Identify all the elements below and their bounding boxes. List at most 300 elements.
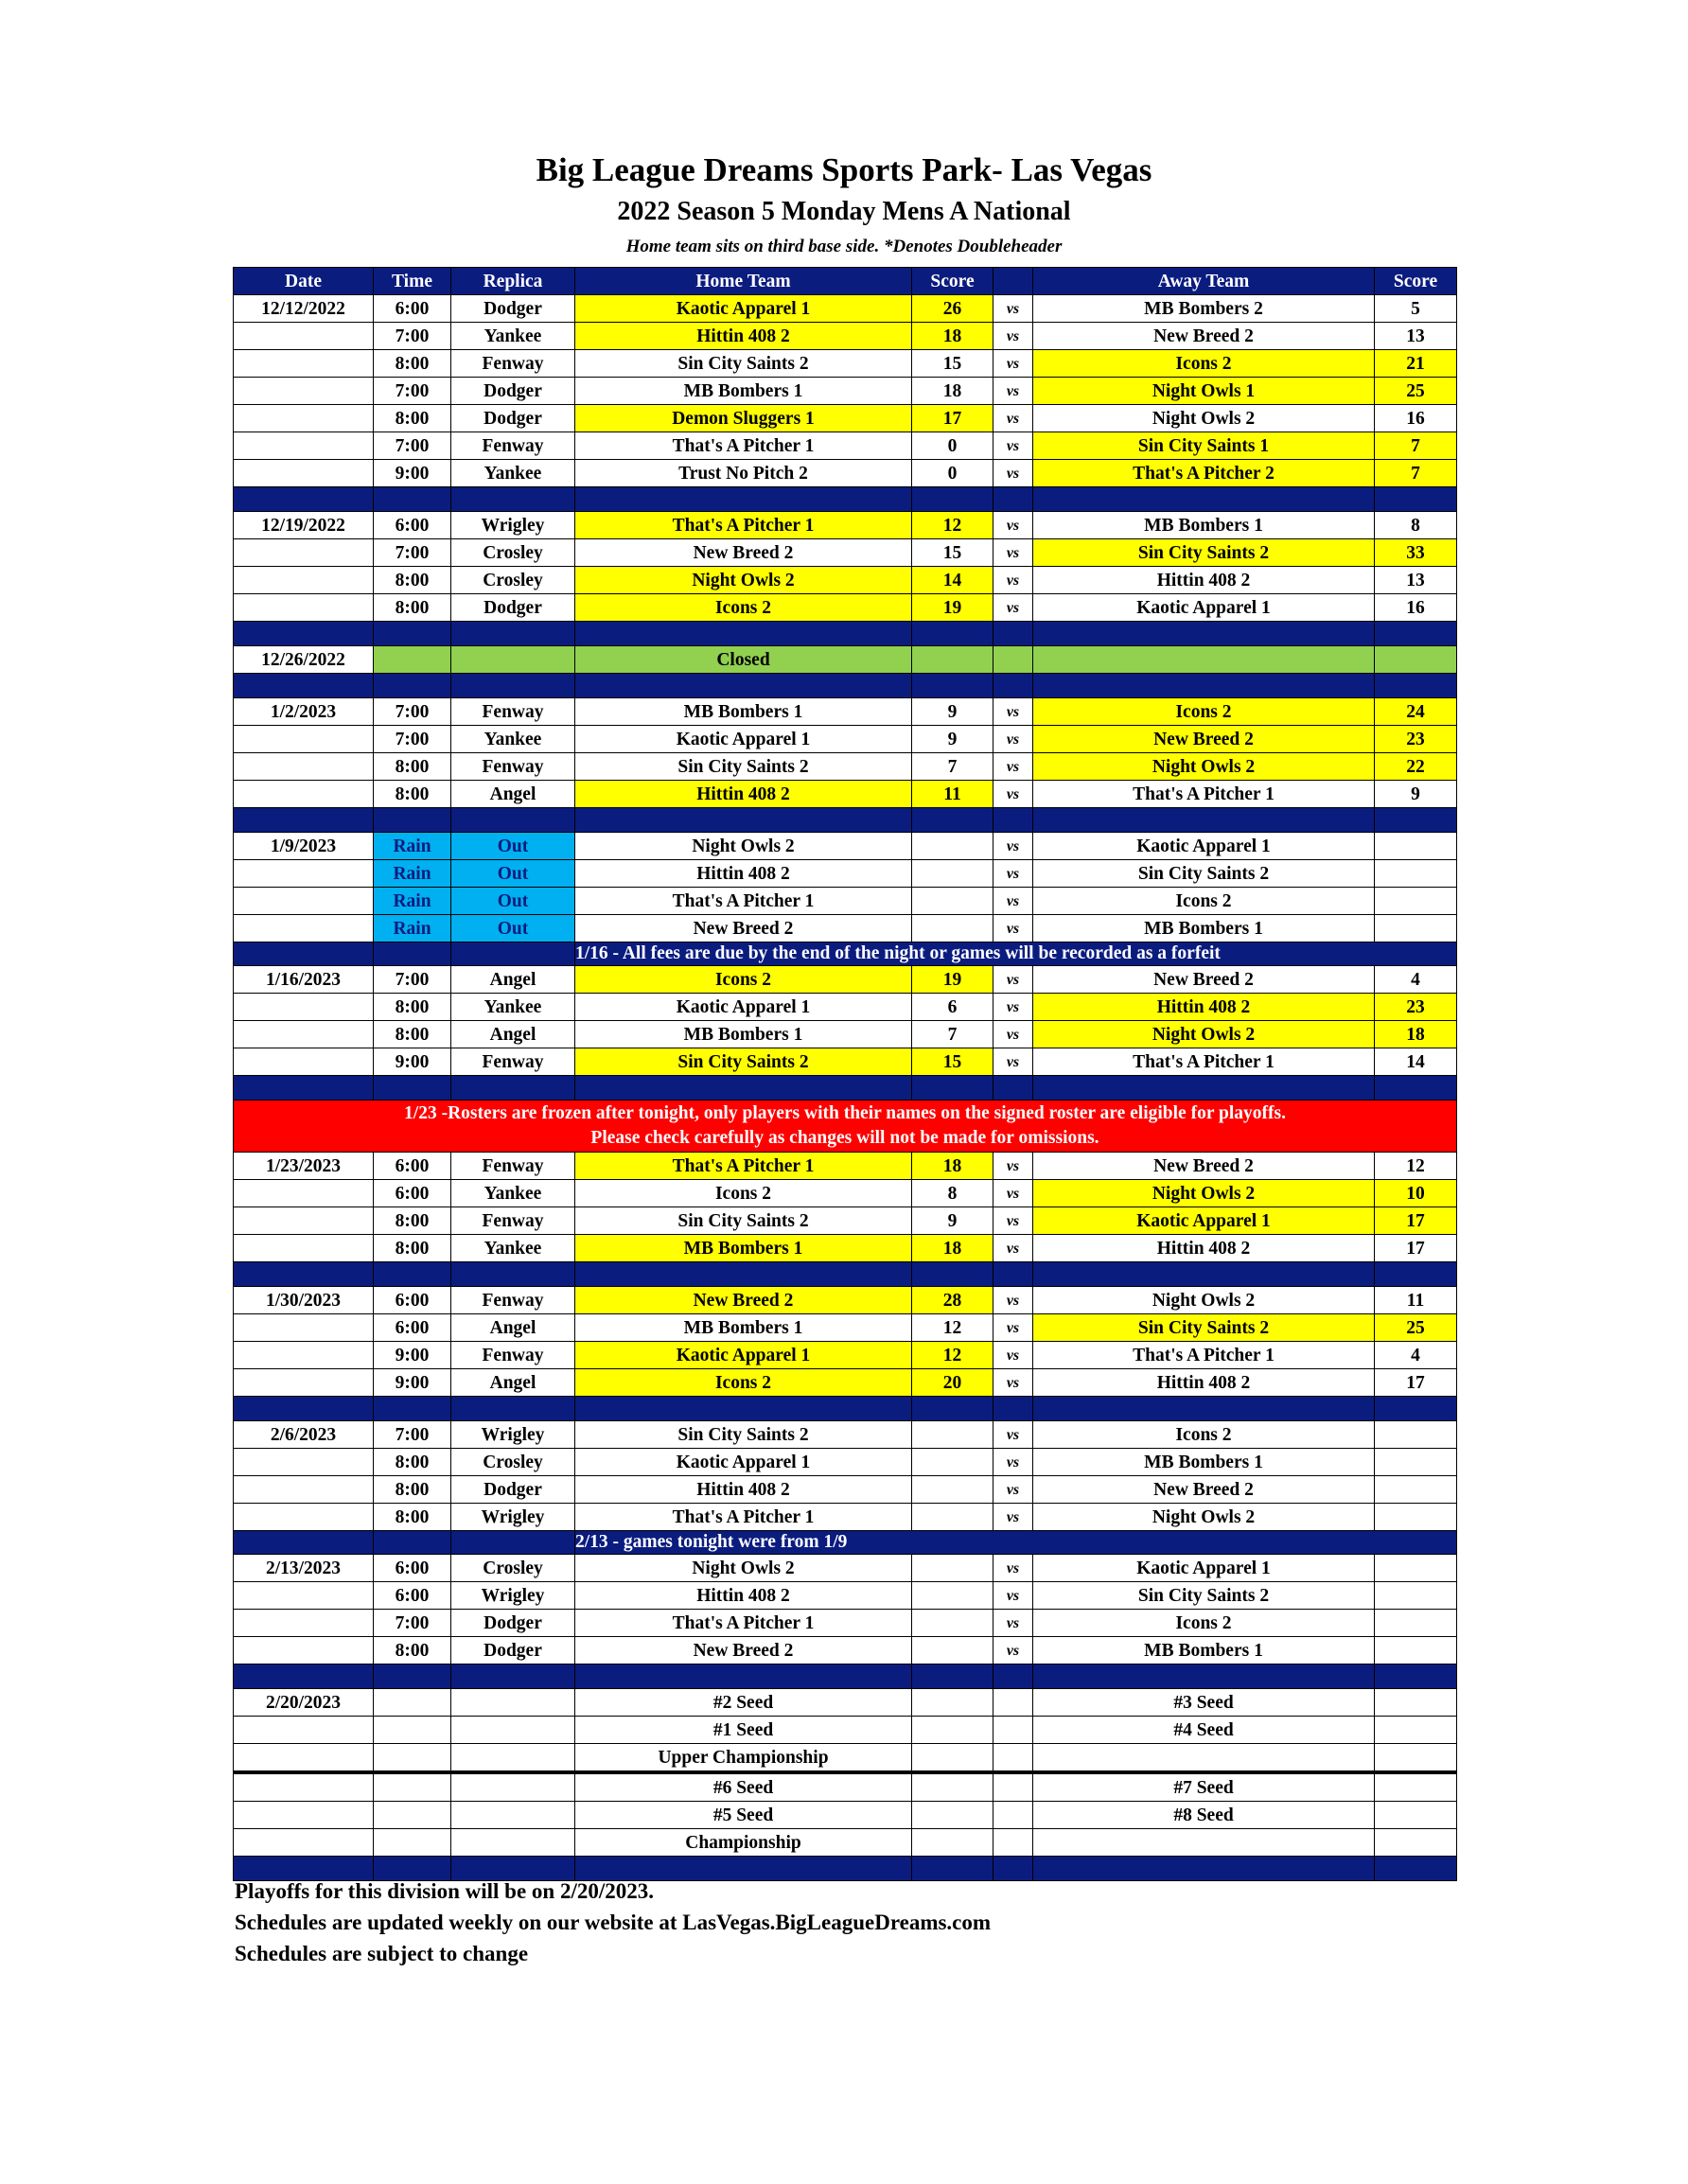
time-cell: 6:00: [374, 512, 451, 539]
vs-cell: vs: [993, 1153, 1033, 1180]
replica-cell: Out: [451, 915, 575, 942]
away-score-cell: 13: [1375, 323, 1457, 350]
game-row: [234, 1476, 1457, 1504]
date-cell: [234, 1476, 374, 1504]
separator-cell: [912, 1076, 993, 1101]
separator-cell: [1375, 1076, 1457, 1101]
home-team-cell: #1 Seed: [575, 1717, 912, 1744]
away-score-cell: [1375, 1582, 1457, 1610]
home-team-cell: New Breed 2: [575, 1287, 912, 1314]
game-row: [234, 405, 1457, 432]
date-cell: 1/16/2023: [234, 966, 374, 994]
away-team-cell: MB Bombers 1: [1033, 1449, 1375, 1476]
game-row: [234, 833, 1457, 860]
game-row: [234, 1314, 1457, 1342]
away-score-cell: 25: [1375, 1314, 1457, 1342]
away-score-cell: 10: [1375, 1180, 1457, 1207]
home-score-cell: [912, 1504, 993, 1531]
home-team-cell: Hittin 408 2: [575, 1476, 912, 1504]
time-cell: 7:00: [374, 966, 451, 994]
time-cell: 8:00: [374, 1476, 451, 1504]
home-score-cell: 26: [912, 295, 993, 323]
game-row: [234, 1287, 1457, 1314]
replica-cell: Fenway: [451, 1342, 575, 1369]
replica-cell: Fenway: [451, 698, 575, 726]
separator-cell: [234, 1664, 374, 1689]
away-team-cell: New Breed 2: [1033, 323, 1375, 350]
away-score-cell: [1375, 915, 1457, 942]
vs-cell: vs: [993, 1421, 1033, 1449]
time-cell: [374, 1744, 451, 1773]
separator-cell: [993, 1262, 1033, 1287]
playoff-row: [234, 1829, 1457, 1857]
game-row: [234, 860, 1457, 888]
away-score-cell: [1375, 1637, 1457, 1664]
date-cell: [234, 378, 374, 405]
vs-cell: vs: [993, 539, 1033, 567]
separator-cell: [234, 1397, 374, 1421]
vs-cell: vs: [993, 1207, 1033, 1235]
header-replica: Replica: [451, 268, 575, 295]
home-team-cell: New Breed 2: [575, 915, 912, 942]
home-score-cell: [912, 915, 993, 942]
game-row: [234, 698, 1457, 726]
time-cell: 7:00: [374, 432, 451, 460]
game-row: [234, 350, 1457, 378]
home-score-cell: 18: [912, 1153, 993, 1180]
separator-cell: [374, 808, 451, 833]
away-team-cell: MB Bombers 1: [1033, 915, 1375, 942]
time-cell: 6:00: [374, 295, 451, 323]
home-team-cell: MB Bombers 1: [575, 378, 912, 405]
vs-cell: vs: [993, 698, 1033, 726]
away-team-cell: [1033, 646, 1375, 674]
away-score-cell: 23: [1375, 726, 1457, 753]
away-score-cell: [1375, 1772, 1457, 1802]
footer-website: Schedules are updated weekly on our website at LasVegas.BigLeagueDreams.com: [235, 1911, 992, 1934]
replica-cell: Fenway: [451, 350, 575, 378]
replica-cell: Dodger: [451, 1637, 575, 1664]
date-cell: 2/6/2023: [234, 1421, 374, 1449]
replica-cell: Angel: [451, 1314, 575, 1342]
vs-cell: vs: [993, 1476, 1033, 1504]
separator-cell: [912, 1664, 993, 1689]
away-team-cell: Hittin 408 2: [1033, 1369, 1375, 1397]
footer-disclaimer: Schedules are subject to change: [235, 1942, 529, 1965]
home-team-cell: Sin City Saints 2: [575, 1207, 912, 1235]
date-cell: [234, 432, 374, 460]
home-score-cell: 12: [912, 512, 993, 539]
vs-cell: vs: [993, 753, 1033, 781]
separator-cell: [374, 1262, 451, 1287]
vs-cell: vs: [993, 512, 1033, 539]
separator-cell: [575, 1076, 912, 1101]
footer-playoffs: Playoffs for this division will be on 2/20/2023.: [235, 1879, 655, 1903]
away-team-cell: Kaotic Apparel 1: [1033, 833, 1375, 860]
vs-cell: vs: [993, 781, 1033, 808]
home-team-cell: Hittin 408 2: [575, 860, 912, 888]
home-team-cell: Night Owls 2: [575, 1555, 912, 1582]
vs-cell: vs: [993, 1504, 1033, 1531]
vs-cell: vs: [993, 378, 1033, 405]
time-cell: 8:00: [374, 1207, 451, 1235]
game-row: [234, 594, 1457, 622]
time-cell: 8:00: [374, 1021, 451, 1048]
home-score-cell: 19: [912, 966, 993, 994]
time-cell: Rain: [374, 915, 451, 942]
time-cell: 8:00: [374, 1504, 451, 1531]
time-cell: 6:00: [374, 1180, 451, 1207]
away-score-cell: [1375, 1449, 1457, 1476]
replica-cell: Wrigley: [451, 1582, 575, 1610]
separator-cell: [1375, 1397, 1457, 1421]
separator-cell: [451, 1076, 575, 1101]
home-score-cell: 28: [912, 1287, 993, 1314]
separator-cell: [1033, 1857, 1375, 1881]
home-team-cell: Sin City Saints 2: [575, 753, 912, 781]
date-cell: 12/19/2022: [234, 512, 374, 539]
home-score-cell: 9: [912, 1207, 993, 1235]
away-team-cell: New Breed 2: [1033, 1153, 1375, 1180]
separator-cell: [912, 1857, 993, 1881]
home-score-cell: [912, 1610, 993, 1637]
separator-cell: [1375, 487, 1457, 512]
home-score-cell: 19: [912, 594, 993, 622]
separator-cell: [451, 487, 575, 512]
home-team-cell: Sin City Saints 2: [575, 350, 912, 378]
notice-banner-row: [234, 942, 1457, 966]
home-score-cell: [912, 1555, 993, 1582]
away-team-cell: Icons 2: [1033, 698, 1375, 726]
time-cell: [374, 646, 451, 674]
away-score-cell: 5: [1375, 295, 1457, 323]
home-score-cell: 15: [912, 539, 993, 567]
banner-cell: [451, 1531, 575, 1555]
replica-cell: Out: [451, 833, 575, 860]
vs-cell: vs: [993, 1287, 1033, 1314]
date-cell: 12/26/2022: [234, 646, 374, 674]
home-score-cell: [912, 1744, 993, 1773]
game-row: [234, 1582, 1457, 1610]
vs-cell: vs: [993, 1235, 1033, 1262]
away-team-cell: Night Owls 2: [1033, 753, 1375, 781]
date-cell: [234, 726, 374, 753]
vs-cell: vs: [993, 915, 1033, 942]
separator-cell: [1033, 808, 1375, 833]
separator-cell: [234, 487, 374, 512]
replica-cell: Wrigley: [451, 1504, 575, 1531]
vs-cell: [993, 646, 1033, 674]
away-team-cell: [1033, 1744, 1375, 1773]
home-team-cell: Kaotic Apparel 1: [575, 994, 912, 1021]
replica-cell: Dodger: [451, 405, 575, 432]
closed-label: Closed: [575, 646, 912, 674]
separator-cell: [993, 1857, 1033, 1881]
vs-cell: vs: [993, 994, 1033, 1021]
date-cell: [234, 753, 374, 781]
away-score-cell: [1375, 1689, 1457, 1717]
replica-cell: Yankee: [451, 726, 575, 753]
date-cell: [234, 1180, 374, 1207]
separator-cell: [1375, 808, 1457, 833]
away-team-cell: Night Owls 2: [1033, 1287, 1375, 1314]
home-team-cell: That's A Pitcher 1: [575, 512, 912, 539]
away-score-cell: 7: [1375, 460, 1457, 487]
game-row: [234, 1235, 1457, 1262]
away-team-cell: Sin City Saints 2: [1033, 860, 1375, 888]
header-row: [234, 268, 1457, 295]
away-score-cell: [1375, 1610, 1457, 1637]
home-score-cell: 0: [912, 460, 993, 487]
away-score-cell: [1375, 1744, 1457, 1773]
date-cell: [234, 860, 374, 888]
header-vs: [993, 268, 1033, 295]
separator-cell: [575, 1857, 912, 1881]
vs-cell: [993, 1802, 1033, 1829]
page-title: Big League Dreams Sports Park- Las Vegas: [536, 151, 1152, 188]
away-score-cell: 25: [1375, 378, 1457, 405]
home-team-cell: That's A Pitcher 1: [575, 1153, 912, 1180]
home-score-cell: 14: [912, 567, 993, 594]
game-row: [234, 539, 1457, 567]
vs-cell: vs: [993, 860, 1033, 888]
home-score-cell: [912, 1637, 993, 1664]
game-row: [234, 1342, 1457, 1369]
separator-cell: [575, 1664, 912, 1689]
roster-freeze-banner: [234, 1101, 1457, 1153]
separator-cell: [234, 1262, 374, 1287]
away-score-cell: [1375, 1421, 1457, 1449]
game-row: [234, 1180, 1457, 1207]
date-cell: [234, 1772, 374, 1802]
date-cell: [234, 405, 374, 432]
header-time: Time: [374, 268, 451, 295]
vs-cell: vs: [993, 1180, 1033, 1207]
game-row: [234, 994, 1457, 1021]
game-row: [234, 915, 1457, 942]
away-score-cell: 22: [1375, 753, 1457, 781]
home-team-cell: That's A Pitcher 1: [575, 888, 912, 915]
separator-cell: [374, 674, 451, 698]
separator-cell: [451, 674, 575, 698]
vs-cell: vs: [993, 1021, 1033, 1048]
replica-cell: Angel: [451, 781, 575, 808]
home-team-cell: Hittin 408 2: [575, 1582, 912, 1610]
game-row: [234, 378, 1457, 405]
home-score-cell: [912, 860, 993, 888]
separator-row: [234, 487, 1457, 512]
away-score-cell: [1375, 1504, 1457, 1531]
separator-cell: [575, 622, 912, 646]
away-team-cell: Night Owls 1: [1033, 378, 1375, 405]
separator-cell: [912, 487, 993, 512]
away-team-cell: MB Bombers 2: [1033, 295, 1375, 323]
home-score-cell: [912, 646, 993, 674]
home-team-cell: That's A Pitcher 1: [575, 1504, 912, 1531]
replica-cell: [451, 1802, 575, 1829]
game-row: [234, 726, 1457, 753]
home-team-cell: Night Owls 2: [575, 567, 912, 594]
away-score-cell: 12: [1375, 1153, 1457, 1180]
replica-cell: Dodger: [451, 1476, 575, 1504]
date-cell: [234, 1314, 374, 1342]
away-score-cell: 21: [1375, 350, 1457, 378]
home-score-cell: 17: [912, 405, 993, 432]
game-row: [234, 512, 1457, 539]
time-cell: [374, 1829, 451, 1857]
date-cell: [234, 1207, 374, 1235]
home-team-cell: #5 Seed: [575, 1802, 912, 1829]
away-team-cell: #4 Seed: [1033, 1717, 1375, 1744]
home-team-cell: Kaotic Apparel 1: [575, 1449, 912, 1476]
replica-cell: Fenway: [451, 1048, 575, 1076]
date-cell: 1/23/2023: [234, 1153, 374, 1180]
vs-cell: vs: [993, 460, 1033, 487]
away-score-cell: [1375, 1829, 1457, 1857]
home-team-cell: MB Bombers 1: [575, 1021, 912, 1048]
vs-cell: vs: [993, 323, 1033, 350]
home-score-cell: [912, 1449, 993, 1476]
vs-cell: vs: [993, 295, 1033, 323]
home-score-cell: 9: [912, 726, 993, 753]
away-score-cell: 17: [1375, 1235, 1457, 1262]
time-cell: 7:00: [374, 698, 451, 726]
home-score-cell: [912, 1582, 993, 1610]
home-score-cell: [912, 1689, 993, 1717]
time-cell: 7:00: [374, 323, 451, 350]
separator-cell: [993, 808, 1033, 833]
time-cell: 8:00: [374, 567, 451, 594]
time-cell: 8:00: [374, 781, 451, 808]
replica-cell: [451, 1772, 575, 1802]
away-team-cell: #8 Seed: [1033, 1802, 1375, 1829]
away-score-cell: 8: [1375, 512, 1457, 539]
replica-cell: [451, 1689, 575, 1717]
away-score-cell: [1375, 888, 1457, 915]
away-team-cell: That's A Pitcher 1: [1033, 1048, 1375, 1076]
game-row: [234, 295, 1457, 323]
time-cell: 9:00: [374, 1048, 451, 1076]
time-cell: 6:00: [374, 1555, 451, 1582]
notice-banner: 2/13 - games tonight were from 1/9: [575, 1531, 1457, 1555]
time-cell: 6:00: [374, 1582, 451, 1610]
date-cell: [234, 539, 374, 567]
replica-cell: Yankee: [451, 1180, 575, 1207]
replica-cell: Angel: [451, 1021, 575, 1048]
replica-cell: [451, 646, 575, 674]
separator-cell: [912, 674, 993, 698]
vs-cell: vs: [993, 1342, 1033, 1369]
separator-cell: [374, 1397, 451, 1421]
banner-cell: [451, 942, 575, 966]
separator-cell: [912, 1262, 993, 1287]
home-score-cell: 0: [912, 432, 993, 460]
date-cell: [234, 1504, 374, 1531]
away-score-cell: 7: [1375, 432, 1457, 460]
vs-cell: [993, 1717, 1033, 1744]
separator-cell: [374, 487, 451, 512]
time-cell: 7:00: [374, 378, 451, 405]
replica-cell: Yankee: [451, 323, 575, 350]
time-cell: Rain: [374, 888, 451, 915]
home-score-cell: [912, 1802, 993, 1829]
home-score-cell: 20: [912, 1369, 993, 1397]
home-score-cell: 18: [912, 378, 993, 405]
away-team-cell: Sin City Saints 2: [1033, 1314, 1375, 1342]
date-cell: 1/30/2023: [234, 1287, 374, 1314]
playoff-row: [234, 1717, 1457, 1744]
home-score-cell: [912, 1717, 993, 1744]
replica-cell: Fenway: [451, 432, 575, 460]
replica-cell: Angel: [451, 1369, 575, 1397]
replica-cell: Fenway: [451, 1287, 575, 1314]
game-row: [234, 1610, 1457, 1637]
vs-cell: vs: [993, 405, 1033, 432]
separator-cell: [451, 1664, 575, 1689]
vs-cell: vs: [993, 1610, 1033, 1637]
time-cell: 8:00: [374, 1449, 451, 1476]
away-score-cell: 16: [1375, 594, 1457, 622]
home-team-cell: Icons 2: [575, 1180, 912, 1207]
away-score-cell: [1375, 833, 1457, 860]
date-cell: [234, 781, 374, 808]
separator-cell: [451, 1397, 575, 1421]
away-score-cell: [1375, 1555, 1457, 1582]
time-cell: 8:00: [374, 994, 451, 1021]
game-row: [234, 1504, 1457, 1531]
away-team-cell: Kaotic Apparel 1: [1033, 1555, 1375, 1582]
separator-cell: [234, 674, 374, 698]
away-team-cell: Kaotic Apparel 1: [1033, 594, 1375, 622]
date-cell: 2/13/2023: [234, 1555, 374, 1582]
time-cell: 6:00: [374, 1314, 451, 1342]
away-team-cell: Night Owls 2: [1033, 1180, 1375, 1207]
home-team-cell: Trust No Pitch 2: [575, 460, 912, 487]
away-score-cell: [1375, 646, 1457, 674]
date-cell: [234, 594, 374, 622]
replica-cell: [451, 1829, 575, 1857]
replica-cell: Yankee: [451, 460, 575, 487]
date-cell: [234, 915, 374, 942]
date-cell: [234, 323, 374, 350]
home-team-cell: Kaotic Apparel 1: [575, 1342, 912, 1369]
home-team-cell: MB Bombers 1: [575, 698, 912, 726]
home-team-cell: Icons 2: [575, 594, 912, 622]
separator-cell: [912, 1397, 993, 1421]
game-row: [234, 966, 1457, 994]
vs-cell: [993, 1689, 1033, 1717]
home-score-cell: 7: [912, 753, 993, 781]
game-row: [234, 567, 1457, 594]
away-team-cell: Night Owls 2: [1033, 405, 1375, 432]
home-team-cell: Hittin 408 2: [575, 323, 912, 350]
vs-cell: vs: [993, 594, 1033, 622]
game-row: [234, 1449, 1457, 1476]
home-team-cell: Demon Sluggers 1: [575, 405, 912, 432]
away-team-cell: #3 Seed: [1033, 1689, 1375, 1717]
home-score-cell: 18: [912, 1235, 993, 1262]
home-team-cell: MB Bombers 1: [575, 1235, 912, 1262]
away-score-cell: [1375, 1476, 1457, 1504]
game-row: [234, 432, 1457, 460]
time-cell: 6:00: [374, 1153, 451, 1180]
home-score-cell: 15: [912, 1048, 993, 1076]
date-cell: [234, 1369, 374, 1397]
page-note: Home team sits on third base side. *Denotes Doubleheader: [625, 237, 1063, 256]
away-team-cell: That's A Pitcher 1: [1033, 1342, 1375, 1369]
vs-cell: vs: [993, 1449, 1033, 1476]
home-score-cell: [912, 833, 993, 860]
